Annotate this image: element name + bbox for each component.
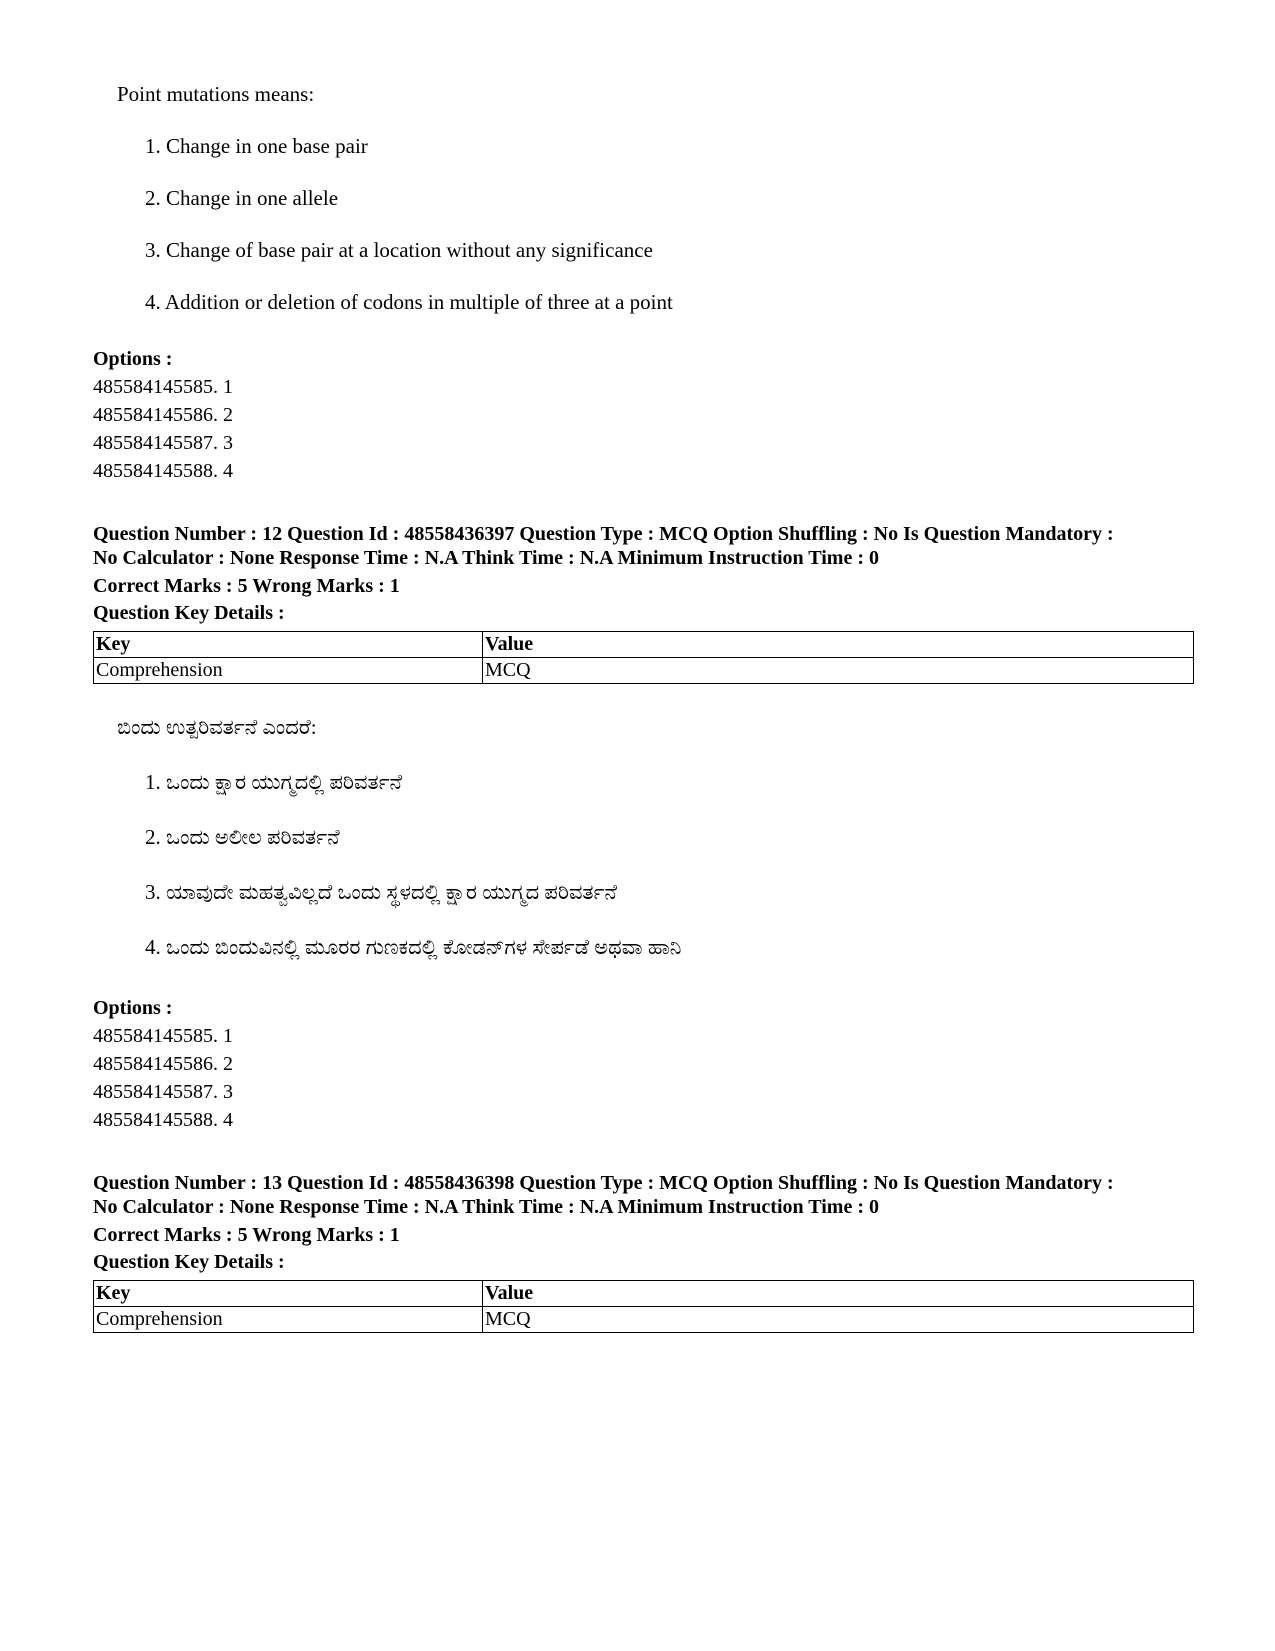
marks-line: Correct Marks : 5 Wrong Marks : 1 (93, 1224, 400, 1246)
option-line: 485584145585. 1 (93, 376, 233, 398)
question-meta-line: No Calculator : None Response Time : N.A Think Time : N.A Minimum Instruction Time : 0 (93, 1196, 879, 1218)
choice-1: 1. Change in one base pair (145, 134, 368, 158)
table-cell-value: MCQ (483, 658, 1194, 684)
option-line: 485584145587. 3 (93, 432, 233, 454)
options-label: Options : (93, 997, 173, 1019)
table-cell-key: Comprehension (94, 1307, 483, 1333)
option-line: 485584145586. 2 (93, 1053, 233, 1075)
choice-3: 3. ಯಾವುದೇ ಮಹತ್ವವಿಲ್ಲದೆ ಒಂದು ಸ್ಥಳದಲ್ಲಿ ಕ್ಷಾರ ಯುಗ್ಮದ ಪರಿವರ್ತನೆ (145, 880, 617, 904)
table-row (94, 632, 1194, 658)
choice-4: 4. Addition or deletion of codons in multiple of three at a point (145, 290, 673, 314)
key-details-table (93, 631, 1194, 684)
question-stem: ಬಿಂದು ಉತ್ಪರಿವರ್ತನೆ ಎಂದರೆ: (117, 715, 317, 739)
choice-1: 1. ಒಂದು ಕ್ಷಾರ ಯುಗ್ಮದಲ್ಲಿ ಪರಿವರ್ತನೆ (145, 770, 403, 794)
key-details-table (93, 1280, 1194, 1333)
table-header-value: Value (483, 632, 1194, 658)
question-stem: Point mutations means: (117, 82, 315, 106)
options-label: Options : (93, 348, 173, 370)
table-cell-key: Comprehension (94, 658, 483, 684)
table-row (94, 658, 1194, 684)
table-cell-value: MCQ (483, 1307, 1194, 1333)
key-details-label: Question Key Details : (93, 602, 285, 624)
table-header-value: Value (483, 1281, 1194, 1307)
table-row (94, 1307, 1194, 1333)
key-details-label: Question Key Details : (93, 1251, 285, 1273)
option-line: 485584145588. 4 (93, 460, 233, 482)
table-row (94, 1281, 1194, 1307)
marks-line: Correct Marks : 5 Wrong Marks : 1 (93, 575, 400, 597)
choice-2: 2. Change in one allele (145, 186, 339, 210)
question-meta-line: Question Number : 12 Question Id : 48558436397 Question Type : MCQ Option Shuffling : No Is Question Mandatory : (93, 523, 1114, 545)
option-line: 485584145587. 3 (93, 1081, 233, 1103)
option-line: 485584145585. 1 (93, 1025, 233, 1047)
choice-2: 2. ಒಂದು ಅಲೀಲ ಪರಿವರ್ತನೆ (145, 825, 340, 849)
question-meta-line: Question Number : 13 Question Id : 48558436398 Question Type : MCQ Option Shuffling : No Is Question Mandatory : (93, 1172, 1114, 1194)
table-header-key: Key (94, 632, 483, 658)
choice-3: 3. Change of base pair at a location without any significance (145, 238, 653, 262)
option-line: 485584145586. 2 (93, 404, 233, 426)
question-meta-line: No Calculator : None Response Time : N.A Think Time : N.A Minimum Instruction Time : 0 (93, 547, 879, 569)
choice-4: 4. ಒಂದು ಬಿಂದುವಿನಲ್ಲಿ ಮೂರರ ಗುಣಕದಲ್ಲಿ ಕೋಡನ್‌ಗಳ ಸೇರ್ಪಡೆ ಅಥವಾ ಹಾನಿ (145, 935, 682, 959)
table-header-key: Key (94, 1281, 483, 1307)
option-line: 485584145588. 4 (93, 1109, 233, 1131)
